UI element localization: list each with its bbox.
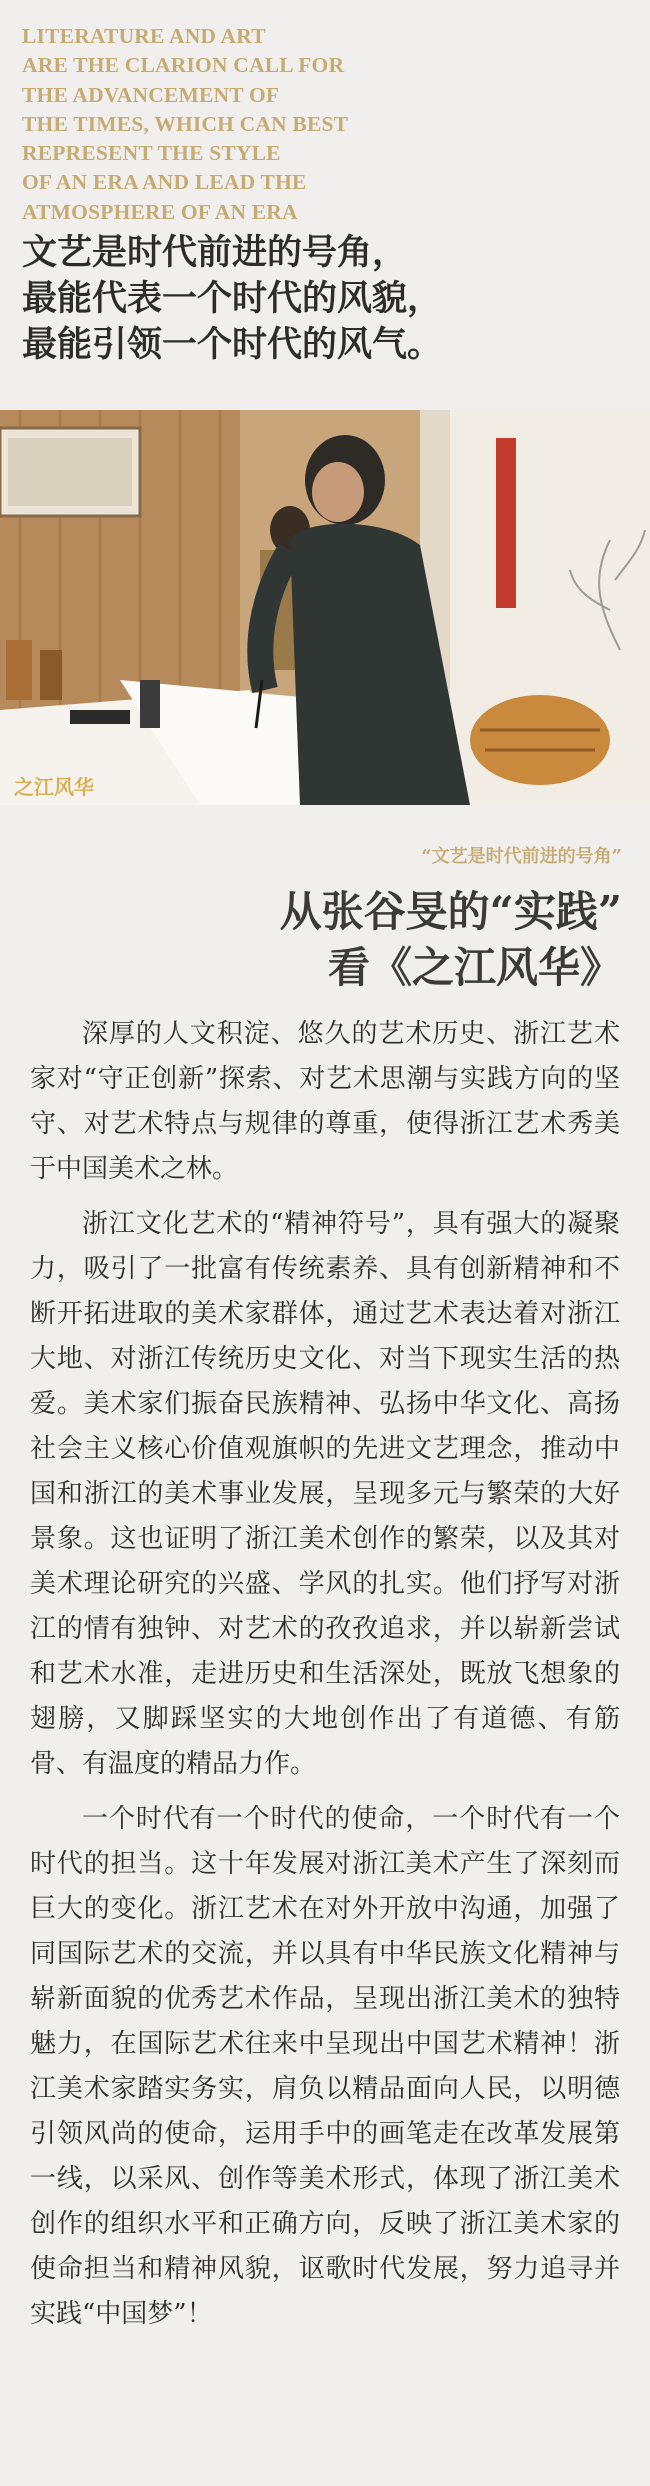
photo-illustration: [0, 410, 650, 805]
photo-stamp-text: 之江风华: [14, 775, 94, 799]
section-title-line: 从张谷旻的“实践”: [279, 887, 622, 936]
body-paragraph: 浙江文化艺术的“精神符号”，具有强大的凝聚力，吸引了一批富有传统素养、具有创新精神和不断开拓进取的美术家群体，通过艺术表达着对浙江大地、对浙江传统历史文化、对当下现实生活的热爱。美术家们振奋民族精神、弘扬中华文化、高扬社会主义核心价值观旗帜的先进文艺理念，推动中国和浙江的美术事业发展，呈现多元与繁荣的大好景象。这也证明了浙江美术创作的繁荣，以及其对美术理论研究的兴盛、学风的扎实。他们抒写对浙江的情有独钟、对艺术的孜孜追求，并以崭新尝试和艺术水准，走进历史和生活深处，既放飞想象的翅膀，又脚踩坚实的大地创作出了有道德、有筋骨、有温度的精品力作。: [30, 1209, 620, 1779]
chinese-quote-line: 文艺是时代前进的号角，: [22, 232, 408, 273]
artist-painting-photo: [0, 410, 650, 805]
english-quote-line: LITERATURE AND ART: [22, 24, 266, 48]
section-title-line: 看《之江风华》: [327, 943, 622, 992]
body-paragraph: 深厚的人文积淀、悠久的艺术历史、浙江艺术家对“守正创新”探索、对艺术思潮与实践方向的坚守、对艺术特点与规律的尊重，使得浙江艺术秀美于中国美术之林。: [30, 1019, 620, 1184]
chinese-quote-line: 最能代表一个时代的风貌，: [22, 278, 443, 319]
english-quote-line: THE TIMES, WHICH CAN BEST: [22, 111, 349, 136]
section-title: [280, 884, 622, 996]
body-paragraph: 一个时代有一个时代的使命，一个时代有一个时代的担当。这十年发展对浙江美术产生了深刻而巨大的变化。浙江艺术在对外开放中沟通，加强了同国际艺术的交流，并以具有中华民族文化精神与崭新面貌的优秀艺术作品，呈现出浙江美术的独特魅力，在国际艺术往来中呈现出中国艺术精神！浙江美术家踏实务实，肩负以精品面向人民，以明德引领风尚的使命，运用手中的画笔走在改革发展第一线，以采风、创作等美术形式，体现了浙江美术创作的组织水平和正确方向，反映了浙江美术家的使命担当和精神风貌，讴歌时代发展，努力追寻并实践“中国梦”！: [30, 1804, 620, 2329]
english-quote-line: OF AN ERA AND LEAD THE: [22, 170, 307, 195]
header-section: [0, 0, 650, 410]
chinese-quote-line: 最能引领一个时代的风气。: [22, 324, 443, 365]
english-quote-line: ATMOSPHERE OF AN ERA: [22, 199, 298, 224]
english-quote-line: REPRESENT THE STYLE: [22, 141, 281, 166]
english-quote-line: THE ADVANCEMENT OF: [22, 82, 280, 107]
section-tagline: “文艺是时代前进的号角”: [421, 846, 622, 867]
english-quote: [22, 22, 442, 227]
english-quote-line: ARE THE CLARION CALL FOR: [22, 53, 345, 78]
article-body: [30, 1012, 620, 2347]
chinese-quote: [22, 230, 622, 368]
